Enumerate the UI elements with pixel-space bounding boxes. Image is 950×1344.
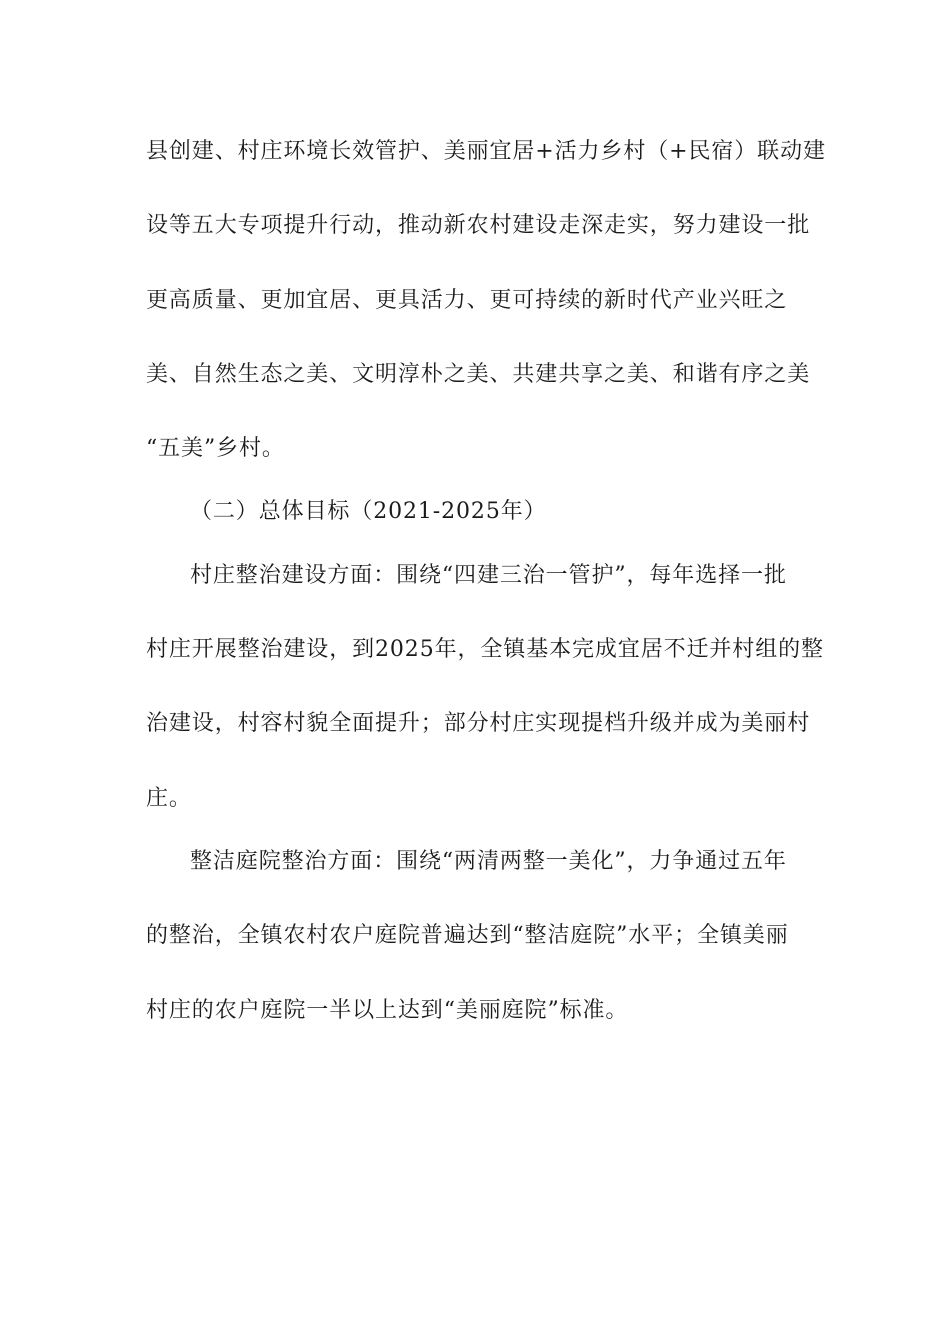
paragraph-village-line-2: 村庄开展整治建设，到2025年，全镇基本完成宜居不迁并村组的整 bbox=[146, 637, 824, 662]
paragraph-village-line-1: 村庄整治建设方面：围绕“四建三治一管护”，每年选择一批 bbox=[190, 563, 787, 588]
paragraph-intro-line-5: “五美”乡村。 bbox=[146, 436, 285, 461]
paragraph-village-line-4: 庄。 bbox=[146, 786, 192, 811]
paragraph-village-line-3: 治建设，村容村貌全面提升；部分村庄实现提档升级并成为美丽村 bbox=[146, 711, 811, 736]
paragraph-intro-line-4: 美、自然生态之美、文明淳朴之美、共建共享之美、和谐有序之美 bbox=[146, 362, 811, 387]
paragraph-courtyard-line-3: 村庄的农户庭院一半以上达到“美丽庭院”标准。 bbox=[146, 998, 629, 1023]
paragraph-courtyard-line-2: 的整治，全镇农村农户庭院普遍达到“整洁庭院”水平；全镇美丽 bbox=[146, 923, 789, 948]
section-heading: （二）总体目标（2021-2025年） bbox=[190, 499, 547, 524]
paragraph-intro-line-2: 设等五大专项提升行动，推动新农村建设走深走实，努力建设一批 bbox=[146, 213, 811, 238]
paragraph-courtyard-line-1: 整洁庭院整治方面：围绕“两清两整一美化”，力争通过五年 bbox=[190, 849, 787, 874]
paragraph-intro-line-3: 更高质量、更加宜居、更具活力、更可持续的新时代产业兴旺之 bbox=[146, 288, 788, 313]
paragraph-intro-line-1: 县创建、村庄环境长效管护、美丽宜居+活力乡村（+民宿）联动建 bbox=[146, 139, 826, 164]
